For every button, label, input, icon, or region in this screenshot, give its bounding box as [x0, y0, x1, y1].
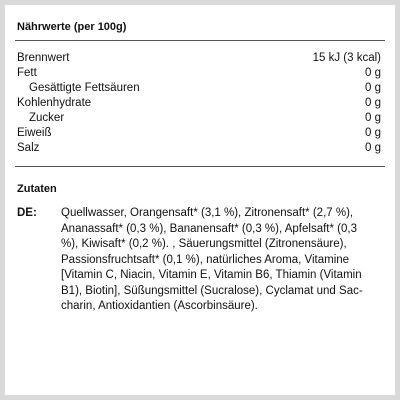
nutrition-label: Gesättigte Fettsäuren: [29, 82, 140, 94]
nutrition-row-sugar: [17, 111, 381, 126]
ingredients-language-label: DE:: [17, 207, 37, 219]
ingredients-line: [Vitamin C, Niacin, Vitamin E, Vitamin B6, Thiamin (Vitamin: [61, 269, 362, 281]
nutrition-value: 0 g: [365, 97, 381, 109]
nutrition-row-protein: [17, 126, 381, 141]
nutrition-title-divider: [15, 40, 385, 41]
ingredients-title: Zutaten: [17, 183, 57, 195]
ingredients-line: Passionsfruchtsaft* (0,1 %), natürliches Aroma, Vitamine: [61, 253, 350, 266]
nutrition-row-carbohydrates: [17, 96, 381, 111]
nutrition-title: Nährwerte (per 100g): [17, 21, 127, 33]
nutrition-label: Brennwert: [17, 52, 70, 64]
nutrition-row-saturated-fat: [17, 81, 381, 96]
nutrition-row-salt: [17, 141, 381, 156]
ingredients-line: Quellwasser, Orangensaft* (3,1 %), Zitronensaft* (2,7 %),: [61, 207, 354, 219]
nutrition-label: Eiweiß: [17, 127, 52, 139]
ingredients-line: %), Kiwisaft* (0,2 %). , Säuerungsmittel (Zitronensäure),: [61, 238, 347, 250]
nutrition-row-fat: [17, 66, 381, 81]
section-divider: [15, 166, 385, 167]
nutrition-value: 0 g: [365, 127, 381, 139]
nutrition-value: 0 g: [365, 142, 381, 154]
nutrition-value: 0 g: [365, 67, 381, 79]
nutrition-value: 15 kJ (3 kcal): [312, 52, 381, 64]
nutrition-row-energy: [17, 51, 381, 66]
ingredients-line: charin, Antioxidantien (Ascorbinsäure).: [61, 300, 258, 312]
ingredients-text: [61, 206, 387, 315]
ingredients-line: B1), Biotin], Süßungsmittel (Sucralose), Cyclamat und Sac-: [61, 284, 363, 297]
nutrition-value: 0 g: [365, 82, 381, 94]
nutrition-label: Zucker: [29, 112, 65, 124]
nutrition-label: Fett: [17, 67, 37, 79]
nutrition-label: Kohlenhydrate: [17, 97, 92, 109]
ingredients-line: Ananassaft* (0,3 %), Bananensaft* (0,3 %), Apfelsaft* (0,3: [61, 222, 357, 235]
nutrition-value: 0 g: [365, 112, 381, 124]
nutrition-label: Salz: [17, 142, 40, 154]
